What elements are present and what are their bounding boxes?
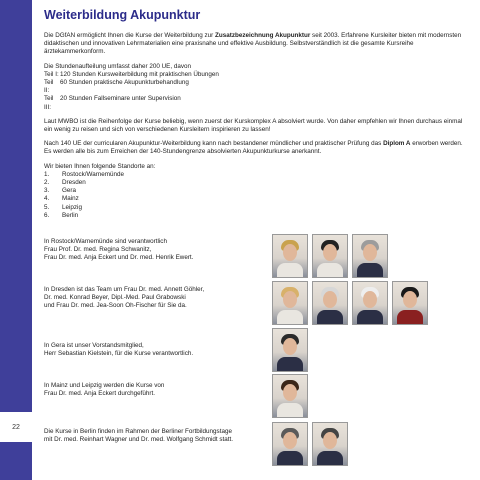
location-item (44, 171, 470, 179)
location-item (44, 212, 470, 220)
hours-text: 20 Stunden Fallseminare unter Supervision (60, 95, 181, 103)
portrait-photo (272, 328, 308, 372)
section-dresden (44, 286, 274, 311)
hours-text: 60 Stunden praktische Akupunkturbehandlung (60, 79, 189, 87)
location-name: Mainz (62, 195, 79, 203)
location-num: 5. (44, 203, 50, 211)
intro-bold: Zusatzbezeichnung Akupunktur (215, 32, 311, 39)
page-number: 22 (0, 412, 32, 442)
hours-row (44, 95, 470, 111)
intro-text-a: Die DGfAN ermöglicht Ihnen die Kurse der Weiterbildung zur (44, 32, 216, 39)
section-line: und Frau Dr. med. Jea-Soon Oh-Fischer für Sie da. (44, 302, 187, 310)
location-name: Rostock/Warnemünde (62, 170, 125, 178)
location-item (44, 195, 470, 203)
portrait-photo (392, 281, 428, 325)
section-line: Frau Dr. med. Anja Eckert und Dr. med. Henrik Ewert. (44, 254, 194, 262)
section-berlin (44, 428, 284, 444)
diplom-text-b: erworben werden. Es werden alle bis zum Erreichen der 140-Stundengrenze absolvierten Akupunkturkurse anerkannt. (44, 140, 463, 156)
portrait-photo (312, 281, 348, 325)
section-line: Die Kurse in Berlin finden im Rahmen der Berliner Fortbildungstage (44, 428, 232, 435)
intro-paragraph (44, 32, 470, 57)
diplom-text-a: Nach 140 UE der curricularen Akupunktur-Weiterbildung kann nach bestandener mündlicher und praktischer Prüfung das (44, 140, 384, 148)
location-num: 1. (44, 170, 50, 178)
location-num: 6. (44, 211, 50, 219)
sidebar-stripe (0, 0, 32, 480)
photos-mainz (272, 374, 308, 418)
hours-row (44, 71, 470, 79)
section-line: mit Dr. med. Reinhart Wagner und Dr. med. Wolfgang Schmidt statt. (44, 436, 233, 444)
page-title: Weiterbildung Akupunktur (44, 8, 201, 22)
location-name: Leipzig (62, 203, 82, 211)
location-num: 3. (44, 187, 50, 195)
section-line: In Gera ist unser Vorstandsmitglied, (44, 342, 144, 349)
locations-block (44, 163, 470, 220)
hours-label: Teil I: (44, 70, 59, 78)
photos-rostock (272, 234, 388, 278)
section-gera (44, 342, 274, 358)
location-num: 2. (44, 179, 50, 187)
portrait-photo (272, 281, 308, 325)
portrait-photo (272, 234, 308, 278)
content (44, 8, 470, 226)
section-mainz (44, 382, 274, 398)
location-item (44, 179, 470, 187)
hours-label: Teil III: (44, 95, 54, 111)
hours-label: Teil II: (44, 79, 54, 95)
photos-dresden (272, 281, 428, 325)
hours-text: 120 Stunden Kursweiterbildung mit praktischen Übungen (60, 70, 219, 78)
intro-text-b: seit 2003. Erfahrene Kursleiter bieten mit modernsten didaktischen und innovativen Lehrmaterialien eine praxisnahe und effektive Ausbildung. Selbstverständlich ist die gesamte Kursreihe ärztekammerkonform. (44, 32, 462, 56)
portrait-photo (352, 281, 388, 325)
location-name: Berlin (62, 211, 79, 219)
section-line: In Mainz und Leipzig werden die Kurse von (44, 382, 165, 389)
mwbo-paragraph: Laut MWBO ist die Reihenfolge der Kurse beliebig, wenn zuerst der Kurskomplex A absolviert wurde. Von daher empfehlen wir Ihnen durchaus einmal ein wenig zu reisen und sich von verschiedenen Kursleitern inspirieren zu lassen! (44, 117, 463, 134)
photos-berlin (272, 422, 348, 466)
portrait-photo (352, 234, 388, 278)
portrait-photo (312, 234, 348, 278)
portrait-photo (272, 422, 308, 466)
location-item (44, 187, 470, 195)
location-num: 4. (44, 195, 50, 203)
diplom-bold: Diplom A (383, 140, 411, 148)
photos-gera (272, 328, 308, 372)
section-rostock (44, 238, 274, 263)
section-line: Frau Prof. Dr. med. Regina Schwanitz, (44, 246, 152, 254)
location-item (44, 204, 470, 212)
section-line: In Dresden ist das Team um Frau Dr. med. Annett Göhler, (44, 286, 205, 293)
hours-heading: Die Stundenaufteilung umfasst daher 200 UE, davon (44, 62, 192, 70)
location-name: Dresden (62, 179, 86, 187)
section-line: Herr Sebastian Kielstein, für die Kurse verantwortlich. (44, 350, 194, 358)
hours-row (44, 79, 470, 95)
locations-heading: Wir bieten Ihnen folgende Standorte an: (44, 162, 156, 170)
portrait-photo (272, 374, 308, 418)
section-line: Dr. med. Konrad Beyer, Dipl.-Med. Paul Grabowski (44, 294, 186, 302)
hours-block (44, 63, 470, 112)
section-line: Frau Dr. med. Anja Eckert durchgeführt. (44, 390, 155, 398)
location-name: Gera (62, 187, 76, 195)
portrait-photo (312, 422, 348, 466)
diplom-paragraph (44, 140, 470, 156)
section-line: In Rostock/Warnemünde sind verantwortlich (44, 238, 167, 245)
